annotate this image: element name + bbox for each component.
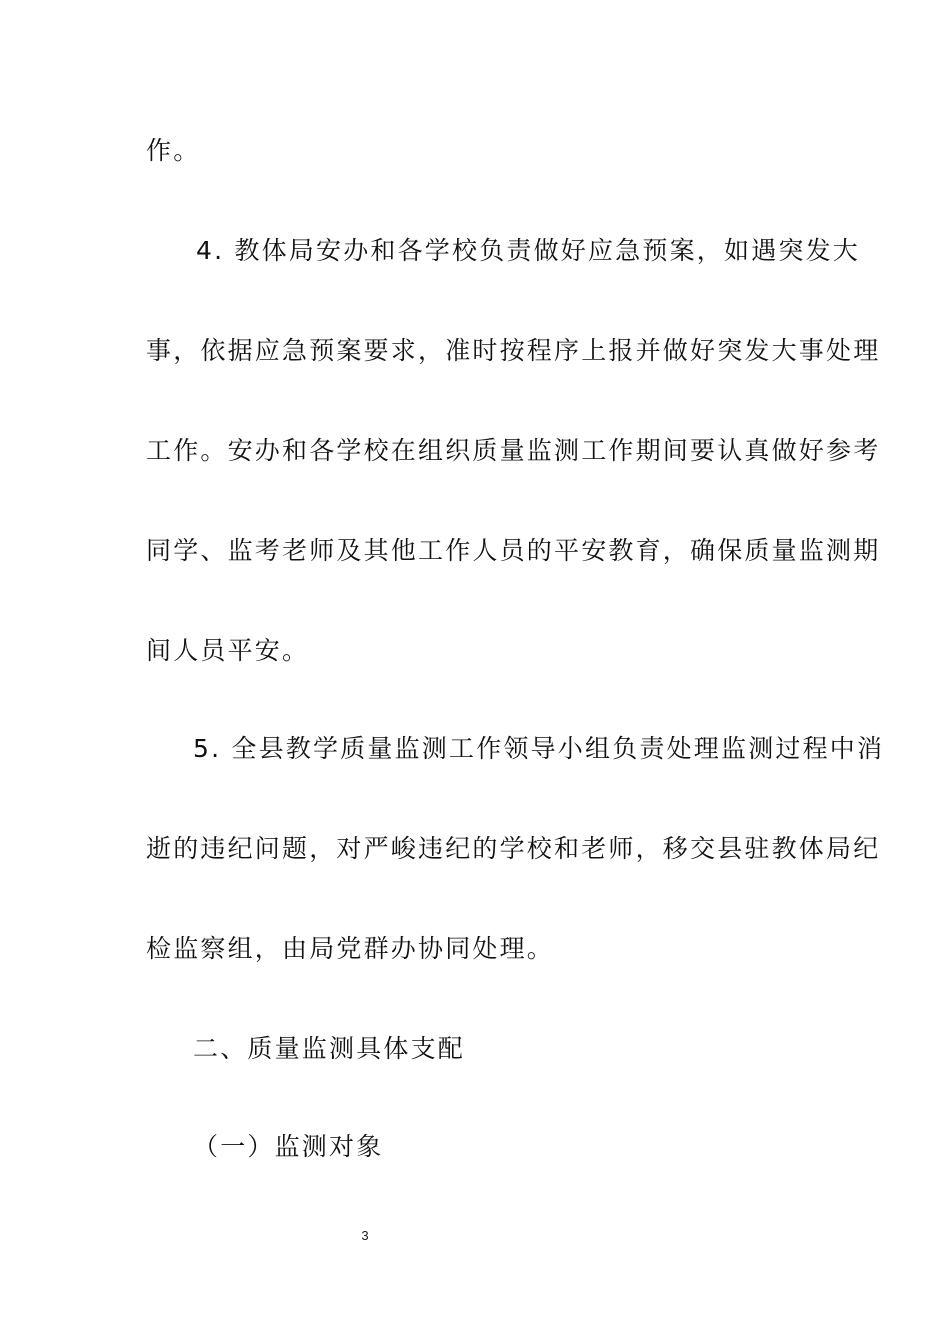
page-number: 3 xyxy=(361,1228,369,1243)
text-line-5: 同学、监考老师及其他工作人员的平安教育，确保质量监测期 xyxy=(146,536,881,565)
text-line-6: 间人员平安。 xyxy=(146,636,310,665)
section-heading: 二、质量监测具体支配 xyxy=(193,1034,466,1063)
text-line-1: 作。 xyxy=(146,136,201,165)
text-line-9: 检监察组，由局党群办协同处理。 xyxy=(146,934,555,963)
subsection-heading: （一）监测对象 xyxy=(193,1132,384,1161)
text-line-7: 5. 全县教学质量监测工作领导小组负责处理监测过程中消 xyxy=(193,734,885,763)
text-line-3: 事，依据应急预案要求，准时按程序上报并做好突发大事处理 xyxy=(146,336,881,365)
text-line-4: 工作。安办和各学校在组织质量监测工作期间要认真做好参考 xyxy=(146,436,881,465)
text-line-2: 4. 教体局安办和各学校负责做好应急预案，如遇突发大 xyxy=(196,236,861,265)
text-line-8: 逝的违纪问题，对严峻违纪的学校和老师，移交县驻教体局纪 xyxy=(146,834,881,863)
